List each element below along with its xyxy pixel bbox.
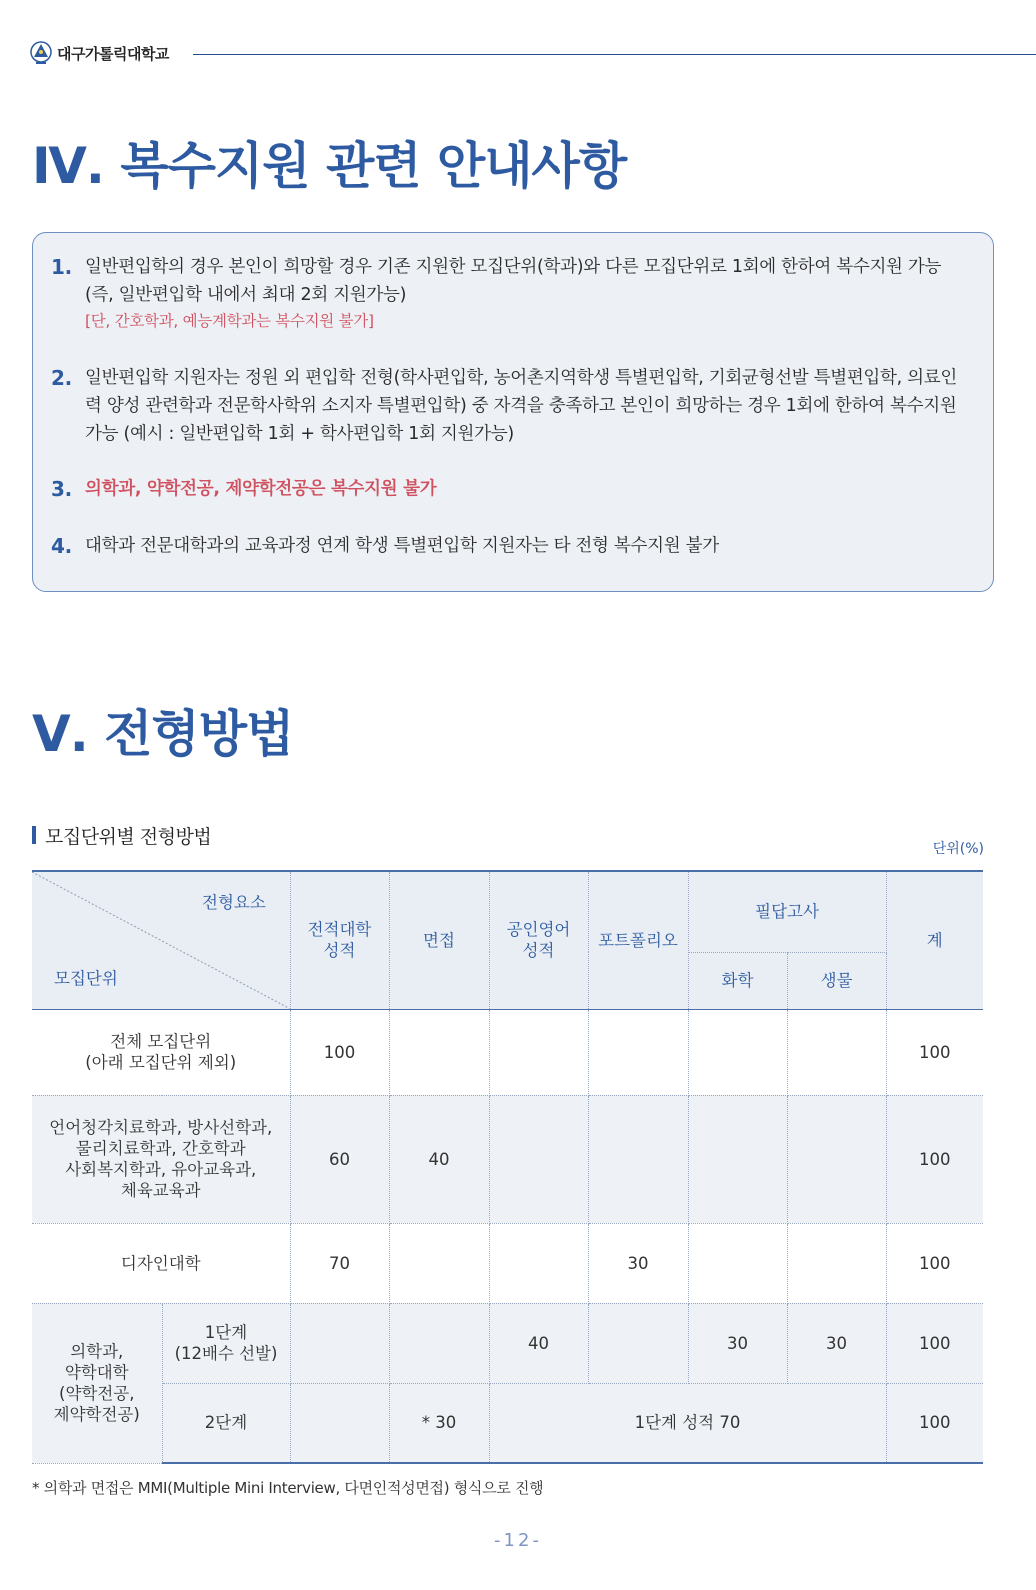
header-written-exam: 필답고사 (688, 871, 886, 952)
cell-portfolio (588, 1095, 688, 1223)
cell-interview: 40 (389, 1095, 489, 1223)
cell-grades: 70 (290, 1223, 389, 1303)
cell-chemistry (688, 1009, 787, 1095)
university-logo-icon (30, 40, 52, 66)
cell-chemistry (688, 1223, 787, 1303)
section5-title: Ⅴ. 전형방법 (32, 705, 294, 763)
university-name: 대구가톨릭대학교 (57, 45, 169, 63)
section4-title: Ⅳ. 복수지원 관련 안내사항 (32, 137, 627, 195)
cell-total: 100 (886, 1383, 983, 1463)
cell-english (489, 1009, 588, 1095)
table-subtitle: 모집단위별 전형방법 (45, 826, 212, 848)
notice-item-3 (51, 475, 965, 503)
header-divider (193, 54, 1036, 55)
notice-item-2 (51, 364, 965, 448)
cell-interview (389, 1223, 489, 1303)
cell-english (489, 1223, 588, 1303)
page-number: -12- (494, 1530, 542, 1551)
cell-total: 100 (886, 1223, 983, 1303)
notice-box (32, 232, 994, 592)
stage-label: 1단계 (12배수 선발) (162, 1303, 290, 1383)
row-unit: 디자인대학 (32, 1223, 290, 1303)
corner-label-elements: 전형요소 (202, 893, 266, 912)
cell-grades: 60 (290, 1095, 389, 1223)
cell-chemistry: 30 (688, 1303, 787, 1383)
cell-portfolio (588, 1009, 688, 1095)
header-biology: 생물 (787, 952, 886, 1009)
cell-english (489, 1095, 588, 1223)
cell-interview (389, 1303, 489, 1383)
notice-item-text: 일반편입학의 경우 본인이 희망할 경우 기존 지원한 모집단위(학과)와 다른 모집단위로 1회에 한하여 복수지원 가능 (즉, 일반편입학 내에서 최대 2회 지원가능) (85, 257, 942, 305)
cell-biology: 30 (787, 1303, 886, 1383)
table-corner-cell (32, 871, 290, 1009)
notice-item-text: 일반편입학 지원자는 정원 외 편입학 전형(학사편입학, 농어촌지역학생 특별편입학, 기회균형선발 특별편입학, 의료인력 양성 관련학과 전문학사학위 소지자 특별편입학) 중 자격을 충족하고 본인이 희망하는 경우 1회에 한하여 복수지원 가능 (예시 : 일반편입학 1회 + 학사편입학 1회 지원가능) (85, 368, 957, 444)
unit-label: 단위(%) (932, 841, 984, 857)
notice-item-number: 3. (51, 477, 72, 501)
cell-english: 40 (489, 1303, 588, 1383)
subtitle-bar (32, 826, 36, 844)
header-total: 계 (886, 871, 983, 1009)
cell-chemistry (688, 1095, 787, 1223)
notice-item-number: 1. (51, 255, 72, 279)
row-unit: 의학과, 약학대학 (약학전공, 제약학전공) (32, 1303, 162, 1463)
cell-portfolio: 30 (588, 1223, 688, 1303)
cell-interview: * 30 (389, 1383, 489, 1463)
corner-label-units: 모집단위 (54, 969, 118, 988)
row-unit: 전체 모집단위 (아래 모집단위 제외) (32, 1009, 290, 1095)
cell-total: 100 (886, 1009, 983, 1095)
notice-item-note: [단, 간호학과, 예능계학과는 복수지원 불가] (85, 312, 374, 330)
stage-label: 2단계 (162, 1383, 290, 1463)
header-chemistry: 화학 (688, 952, 787, 1009)
notice-item-4 (51, 532, 965, 560)
cell-total: 100 (886, 1095, 983, 1223)
cell-grades (290, 1383, 389, 1463)
table-row (32, 1303, 983, 1383)
admission-method-table (32, 870, 983, 1464)
table-row (32, 1383, 983, 1463)
cell-biology (787, 1095, 886, 1223)
cell-portfolio (588, 1303, 688, 1383)
notice-item-number: 4. (51, 534, 72, 558)
cell-grades: 100 (290, 1009, 389, 1095)
cell-interview (389, 1009, 489, 1095)
notice-item-text: 의학과, 약학전공, 제약학전공은 복수지원 불가 (85, 479, 437, 499)
cell-total: 100 (886, 1303, 983, 1383)
footnote: * 의학과 면접은 MMI(Multiple Mini Interview, 다면인적성면접) 형식으로 진행 (32, 1479, 544, 1497)
table-row (32, 1009, 983, 1095)
notice-item-text: 대학과 전문대학과의 교육과정 연계 학생 특별편입학 지원자는 타 전형 복수지원 불가 (85, 536, 719, 556)
cell-grades (290, 1303, 389, 1383)
header-english: 공인영어 성적 (489, 871, 588, 1009)
notice-item-1 (51, 253, 965, 333)
notice-item-number: 2. (51, 366, 72, 390)
table-row (32, 1223, 983, 1303)
cell-biology (787, 1223, 886, 1303)
header-interview: 면접 (389, 871, 489, 1009)
header-grades: 전적대학 성적 (290, 871, 389, 1009)
row-unit: 언어청각치료학과, 방사선학과, 물리치료학과, 간호학과 사회복지학과, 유아교육과, 체육교육과 (32, 1095, 290, 1223)
cell-biology (787, 1009, 886, 1095)
cell-stage1-score: 1단계 성적 70 (489, 1383, 886, 1463)
header-portfolio: 포트폴리오 (588, 871, 688, 1009)
table-row (32, 1095, 983, 1223)
